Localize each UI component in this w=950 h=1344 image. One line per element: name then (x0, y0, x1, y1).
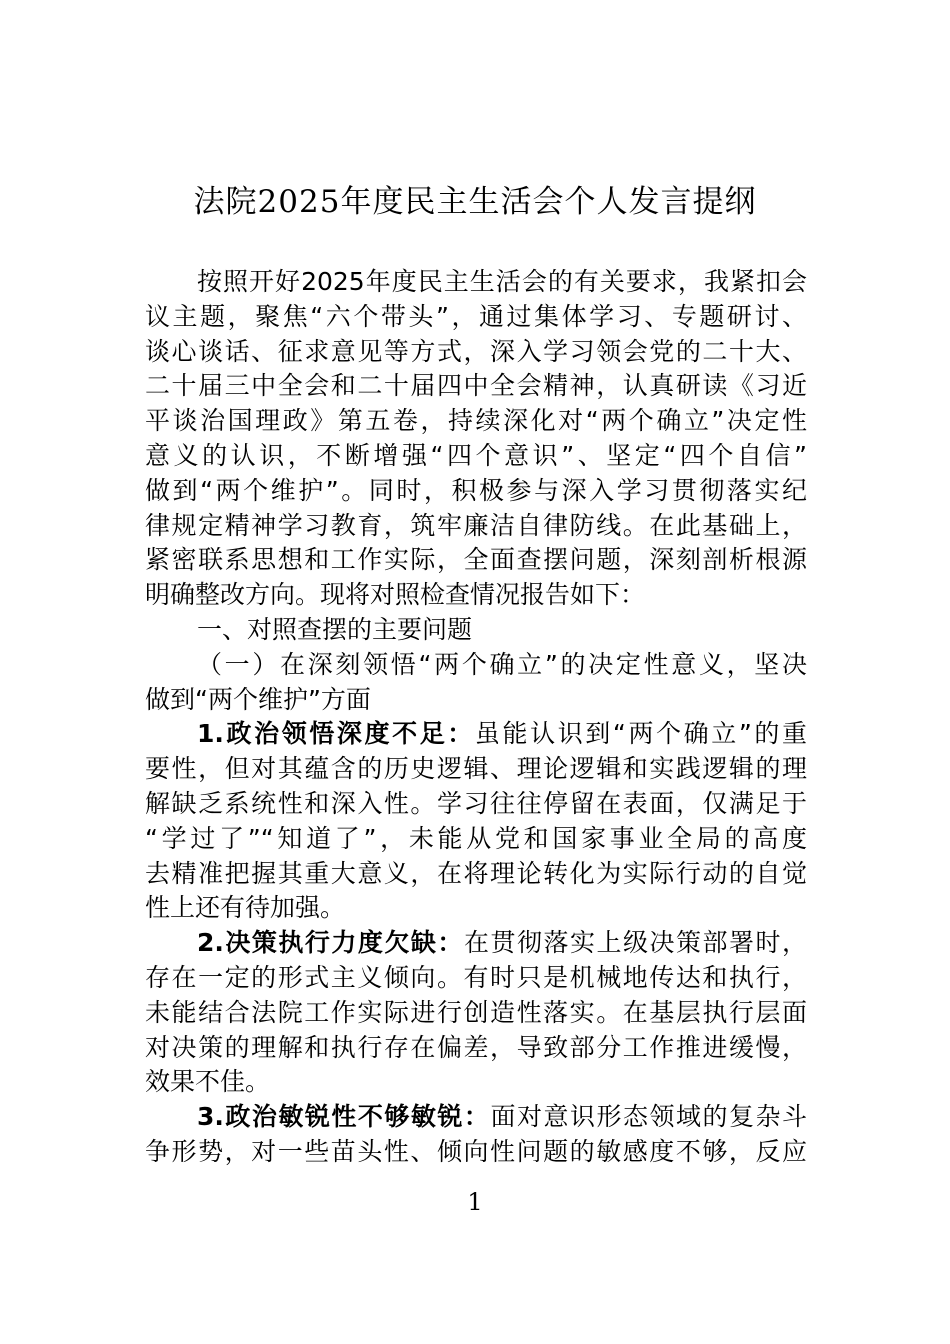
text-line (145, 509, 807, 544)
text-line (145, 578, 807, 613)
line-text: 去精准把握其重大意义，在将理论转化为实际行动的自觉 (145, 858, 807, 888)
text-line (145, 474, 807, 509)
line-text: 争形势，对一些苗头性、倾向性问题的敏感度不够，反应 (145, 1136, 807, 1166)
document-title: 法院2025年度民主生活会个人发言提纲 (193, 184, 757, 220)
text-line (145, 891, 807, 926)
text-line (145, 1135, 807, 1170)
text-line (145, 300, 807, 335)
text-line (145, 961, 807, 996)
line-text: 面对意识形态领域的复杂斗 (490, 1102, 807, 1132)
line-text: 未能结合法院工作实际进行创造性落实。在基层执行层面 (145, 997, 807, 1027)
text-line (145, 648, 807, 683)
line-text: 平谈治国理政》第五卷，持续深化对“两个确立”决定性 (145, 406, 807, 436)
text-line (145, 369, 807, 404)
line-text: 要性，但对其蕴含的历史逻辑、理论逻辑和实践逻辑的理 (145, 754, 807, 784)
text-line (145, 926, 807, 961)
text-line (145, 404, 807, 439)
bold-heading: 3.政治敏锐性不够敏锐： (197, 1102, 491, 1132)
text-line (145, 1100, 807, 1135)
text-line (145, 752, 807, 787)
text-line (145, 613, 807, 648)
document-body (145, 265, 807, 1170)
line-text: 明确整改方向。现将对照检查情况报告如下： (145, 580, 646, 610)
text-line (145, 683, 807, 718)
text-line (145, 1031, 807, 1066)
text-line (145, 543, 807, 578)
line-text: 效果不佳。 (145, 1067, 271, 1097)
text-line (145, 265, 807, 300)
bold-heading: 2.决策执行力度欠缺： (197, 928, 464, 958)
line-text: 做到“两个维护”。同时，积极参与深入学习贯彻落实纪 (145, 475, 807, 505)
line-text: 意义的认识，不断增强“四个意识”、坚定“四个自信” (145, 440, 807, 470)
line-text: 存在一定的形式主义倾向。有时只是机械地传达和执行， (145, 962, 807, 992)
line-text: 按照开好2025年度民主生活会的有关要求，我紧扣会 (197, 267, 807, 296)
text-line (145, 439, 807, 474)
line-text: 性上还有待加强。 (145, 893, 346, 923)
line-text: 议主题，聚焦“六个带头”，通过集体学习、专题研讨、 (145, 301, 807, 331)
line-text: 解缺乏系统性和深入性。学习往往停留在表面，仅满足于 (145, 788, 807, 818)
line-text: （一）在深刻领悟“两个确立”的决定性意义，坚决 (197, 649, 807, 679)
line-text: 紧密联系思想和工作实际，全面查摆问题，深刻剖析根源 (145, 545, 807, 575)
line-text: 谈心谈话、征求意见等方式，深入学习领会党的二十大、 (145, 336, 807, 366)
line-text: 虽能认识到“两个确立”的重 (474, 719, 807, 749)
text-line (145, 857, 807, 892)
line-text: 做到“两个维护”方面 (145, 684, 371, 714)
bold-heading: 1.政治领悟深度不足： (197, 719, 475, 749)
text-line (145, 996, 807, 1031)
page-number: 1 (467, 1188, 483, 1216)
text-line (145, 717, 807, 752)
text-line (145, 1065, 807, 1100)
line-text: 二十届三中全会和二十届四中全会精神，认真研读《习近 (145, 371, 807, 401)
text-line (145, 787, 807, 822)
line-text: 对决策的理解和执行存在偏差，导致部分工作推进缓慢， (145, 1032, 807, 1062)
line-text: 律规定精神学习教育，筑牢廉洁自律防线。在此基础上， (145, 510, 807, 540)
text-line (145, 335, 807, 370)
line-text: 一、对照查摆的主要问题 (197, 614, 473, 644)
text-line (145, 822, 807, 857)
line-text: “学过了”“知道了”，未能从党和国家事业全局的高度 (145, 823, 807, 853)
line-text: 在贯彻落实上级决策部署时， (463, 928, 807, 958)
